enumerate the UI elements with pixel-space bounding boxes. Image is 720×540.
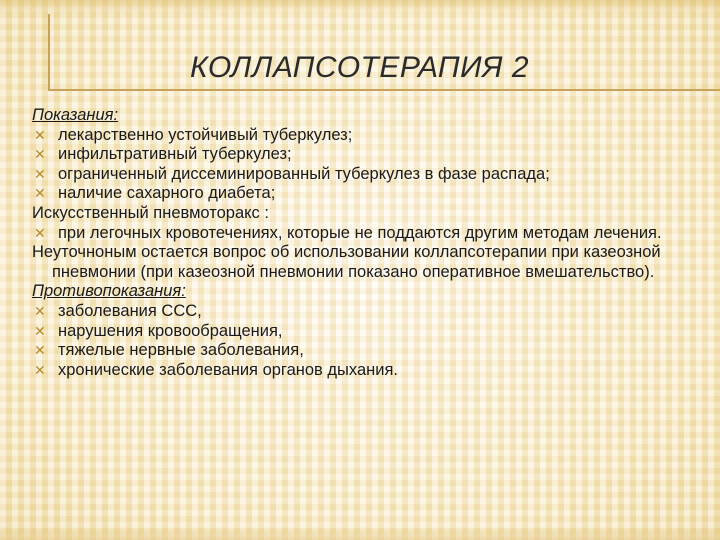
list-item xyxy=(32,322,682,342)
x-mark-icon: ✕ xyxy=(34,185,46,202)
x-mark-icon: ✕ xyxy=(34,322,46,339)
note-paragraph: Неуточноным остается вопрос об использовании коллапсотерапии при казеозной пневмонии (при казеозной пневмонии показано оперативное вмешательство). xyxy=(32,243,661,281)
list-item-text: лекарственно устойчивый туберкулез; xyxy=(58,125,353,144)
top-edge-decoration xyxy=(0,0,720,14)
list-item-text: тяжелые нервные заболевания, xyxy=(58,341,304,360)
list-item-text: нарушения кровообращения, xyxy=(58,321,283,340)
x-mark-icon: ✕ xyxy=(34,302,46,319)
x-mark-icon: ✕ xyxy=(34,146,46,163)
indications-heading: Показания: xyxy=(32,106,119,124)
list-item-text: заболевания ССС, xyxy=(58,301,202,320)
list-item xyxy=(32,126,682,146)
list-item xyxy=(32,224,682,244)
list-item xyxy=(32,361,682,381)
x-mark-icon: ✕ xyxy=(34,165,46,182)
list-item xyxy=(32,165,682,185)
list-item xyxy=(32,341,682,361)
bottom-edge-decoration xyxy=(0,526,720,540)
pneumothorax-line: Искусственный пневмоторакс : xyxy=(32,203,269,222)
list-item-text: при легочных кровотечениях, которые не поддаются другим методам лечения. xyxy=(58,223,662,242)
x-mark-icon: ✕ xyxy=(34,342,46,359)
list-item xyxy=(32,184,682,204)
x-mark-icon: ✕ xyxy=(34,361,46,378)
x-mark-icon: ✕ xyxy=(34,126,46,143)
contraindications-heading: Противопоказания: xyxy=(32,282,186,301)
list-item-text: инфильтративный туберкулез; xyxy=(58,145,292,164)
slide-title: КОЛЛАПСОТЕРАПИЯ 2 xyxy=(190,51,530,84)
list-item-text: хронические заболевания органов дыхания. xyxy=(58,360,398,379)
list-item xyxy=(32,302,682,322)
list-item xyxy=(32,145,682,165)
x-mark-icon: ✕ xyxy=(34,224,46,241)
list-item-text: наличие сахарного диабета; xyxy=(58,184,276,203)
slide-body xyxy=(32,106,682,380)
list-item-text: ограниченный диссеминированный туберкулез в фазе распада; xyxy=(58,164,550,183)
